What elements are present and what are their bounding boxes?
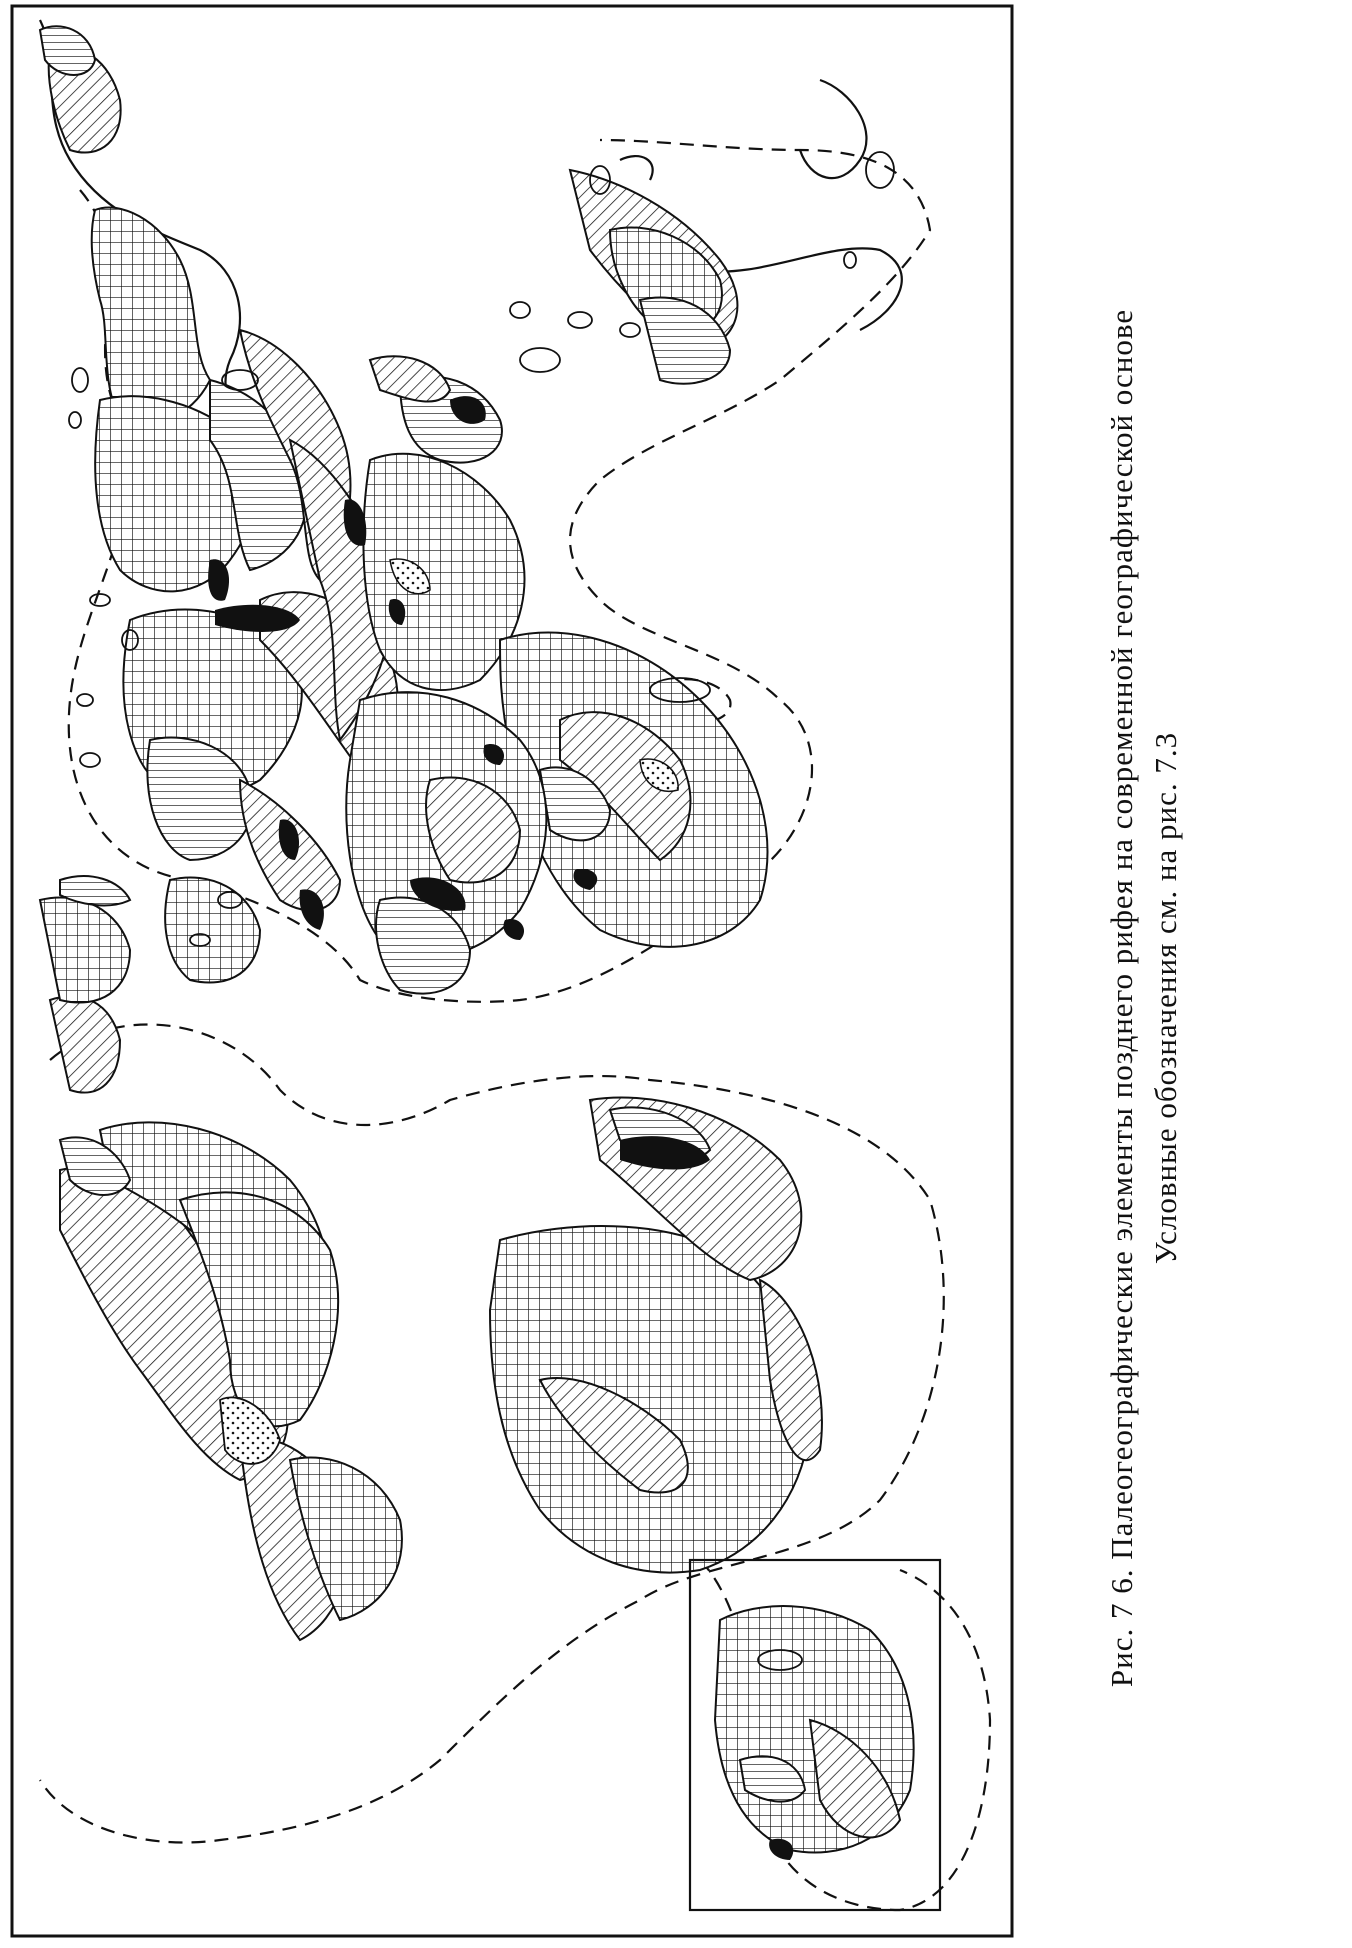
caption-line-1: Рис. 7 6. Палеогеографические элементы позднего рифея на современной географической основе xyxy=(1104,308,1139,1688)
region-diag-na-3 xyxy=(50,996,120,1092)
eurasia-landmass xyxy=(40,26,768,993)
region-grid-sa-1 xyxy=(490,1226,810,1572)
black-patch-9 xyxy=(503,919,524,940)
americas-landmass xyxy=(40,876,940,1910)
caption-line-2: Условные обозначения см. на рис. 7.3 xyxy=(1148,731,1183,1265)
region-grid-na-4 xyxy=(40,897,130,1002)
region-grid-7 xyxy=(165,877,260,982)
region-grid-1 xyxy=(92,207,210,423)
region-diag-4 xyxy=(370,356,450,401)
figure-caption xyxy=(1100,48,1188,1948)
